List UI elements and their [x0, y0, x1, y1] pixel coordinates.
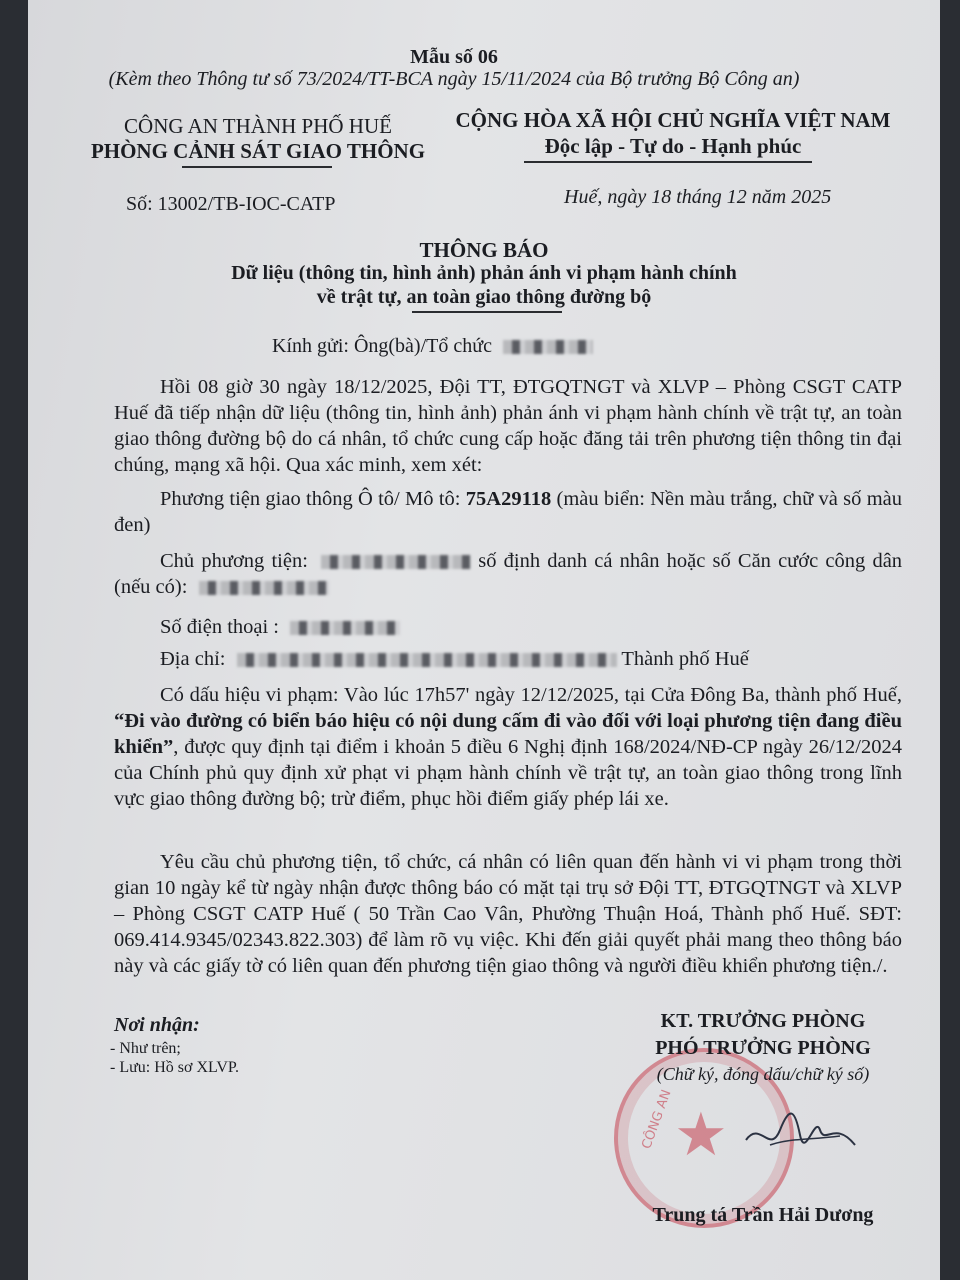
- signer-title-2: PHÓ TRƯỞNG PHÒNG: [655, 1037, 871, 1059]
- seal-text: CÔNG AN: [639, 1087, 675, 1152]
- phone-label: Số điện thoại :: [160, 616, 280, 638]
- vehicle-paragraph: [114, 486, 902, 538]
- document-subtitle-1: Dữ liệu (thông tin, hình ảnh) phản ánh vi phạm hành chính: [231, 262, 737, 284]
- nation-motto: Độc lập - Tự do - Hạnh phúc: [544, 134, 802, 158]
- document-page: [28, 0, 940, 1280]
- nation-title: CỘNG HÒA XÃ HỘI CHỦ NGHĨA VIỆT NAM: [455, 108, 891, 132]
- owner-label: Chủ phương tiện:: [160, 550, 308, 572]
- form-note: (Kèm theo Thông tư số 73/2024/TT-BCA ngày 15/11/2024 của Bộ trưởng Bộ Công an): [108, 68, 800, 90]
- agency-underline: [182, 166, 332, 168]
- title-underline: [412, 311, 562, 313]
- document-subtitle-2: về trật tự, an toàn giao thông đường bộ: [316, 286, 652, 308]
- owner-id-text-2: dân (nếu có):: [114, 550, 903, 598]
- redacted-owner-id: [199, 581, 329, 595]
- phone-line: [160, 616, 400, 639]
- signature-note: (Chữ ký, đóng dấu/chữ ký số): [656, 1064, 870, 1084]
- vehicle-plate-color: (màu biển: Nền màu trắng, chữ và số màu đen): [114, 488, 902, 536]
- vehicle-prefix: Phương tiện giao thông Ô tô/ Mô tô:: [160, 488, 461, 510]
- motto-underline: [524, 161, 812, 163]
- violation-prefix: Có dấu hiệu vi phạm: Vào lúc 17h57' ngày 12/12/2025, tại Cửa Đông Ba, thành phố Huế,: [160, 684, 902, 706]
- violation-description: “Đi vào đường có biển báo hiệu có nội dung cấm đi vào đối với loại phương tiện đang điều khiển”: [114, 710, 902, 758]
- address-line: [160, 648, 749, 671]
- form-number: Mẫu số 06: [410, 46, 498, 68]
- place-date: Huế, ngày 18 tháng 12 năm 2025: [564, 186, 832, 208]
- signer-name: Trung tá Trần Hải Dương: [652, 1204, 874, 1226]
- redacted-phone: [290, 621, 400, 635]
- address-label: Địa chỉ:: [160, 648, 226, 670]
- agency-name: PHÒNG CẢNH SÁT GIAO THÔNG: [90, 139, 426, 163]
- intro-paragraph: Hồi 08 giờ 30 ngày 18/12/2025, Đội TT, ĐTGQTNGT và XLVP – Phòng CSGT CATP Huế đã tiếp nhận dữ liệu (thông tin, hình ảnh) phản ánh vi phạm hành chính về trật tự, an toàn giao thông đường bộ do cá nhân, tổ chức cung cấp hoặc đăng tải trên phương tiện thông tin đại chúng, mạng xã hội. Qua xác minh, xem xét:: [114, 376, 902, 476]
- recipient-label: Kính gửi: Ông(bà)/Tổ chức: [272, 335, 492, 357]
- document-title: THÔNG BÁO: [419, 238, 549, 262]
- document-number: Số: 13002/TB-IOC-CATP: [126, 193, 336, 215]
- owner-id-text: số định danh cá nhân hoặc số Căn cước công: [478, 550, 866, 572]
- owner-paragraph: [114, 548, 902, 600]
- agency-parent: CÔNG AN THÀNH PHỐ HUẾ: [124, 114, 392, 138]
- recipients-heading: Nơi nhận:: [114, 1014, 200, 1036]
- handwritten-signature: [740, 1100, 860, 1170]
- seal-star-icon: ★: [674, 1102, 728, 1168]
- recipients-item-1: - Như trên;: [110, 1040, 181, 1057]
- redacted-owner-name: [321, 555, 471, 569]
- violation-paragraph: [114, 682, 902, 812]
- recipients-item-2: - Lưu: Hồ sơ XLVP.: [110, 1059, 239, 1076]
- violation-suffix: , được quy định tại điểm i khoản 5 điều 6 Nghị định 168/2024/NĐ-CP ngày 26/12/2024 của Chính phủ quy định xử phạt vi phạm hành chính về trật tự, an toàn giao thông trong lĩnh vực giao thông đường bộ; trừ điểm, phục hồi điểm giấy phép lái xe.: [114, 736, 902, 810]
- redacted-recipient: [503, 340, 593, 354]
- request-paragraph: Yêu cầu chủ phương tiện, tổ chức, cá nhân có liên quan đến hành vi vi phạm trong thời gian 10 ngày kể từ ngày nhận được thông báo có mặt tại trụ sở Đội TT, ĐTGQTNGT và XLVP – Phòng CSGT CATP Huế ( 50 Trần Cao Vân, Phường Thuận Hoá, Thành phố Huế. SĐT: 069.414.9345/02343.822.303) để làm rõ vụ việc. Khi đến giải quyết phải mang theo thông báo này và các giấy tờ có liên quan đến phương tiện giao thông và người điều khiển phương tiện./.: [114, 851, 902, 977]
- address-city: Thành phố Huế: [621, 648, 749, 670]
- redacted-address: [237, 653, 617, 667]
- recipient-line: [272, 335, 593, 358]
- signer-title-1: KT. TRƯỞNG PHÒNG: [660, 1010, 866, 1032]
- license-plate: 75A29118: [465, 488, 552, 510]
